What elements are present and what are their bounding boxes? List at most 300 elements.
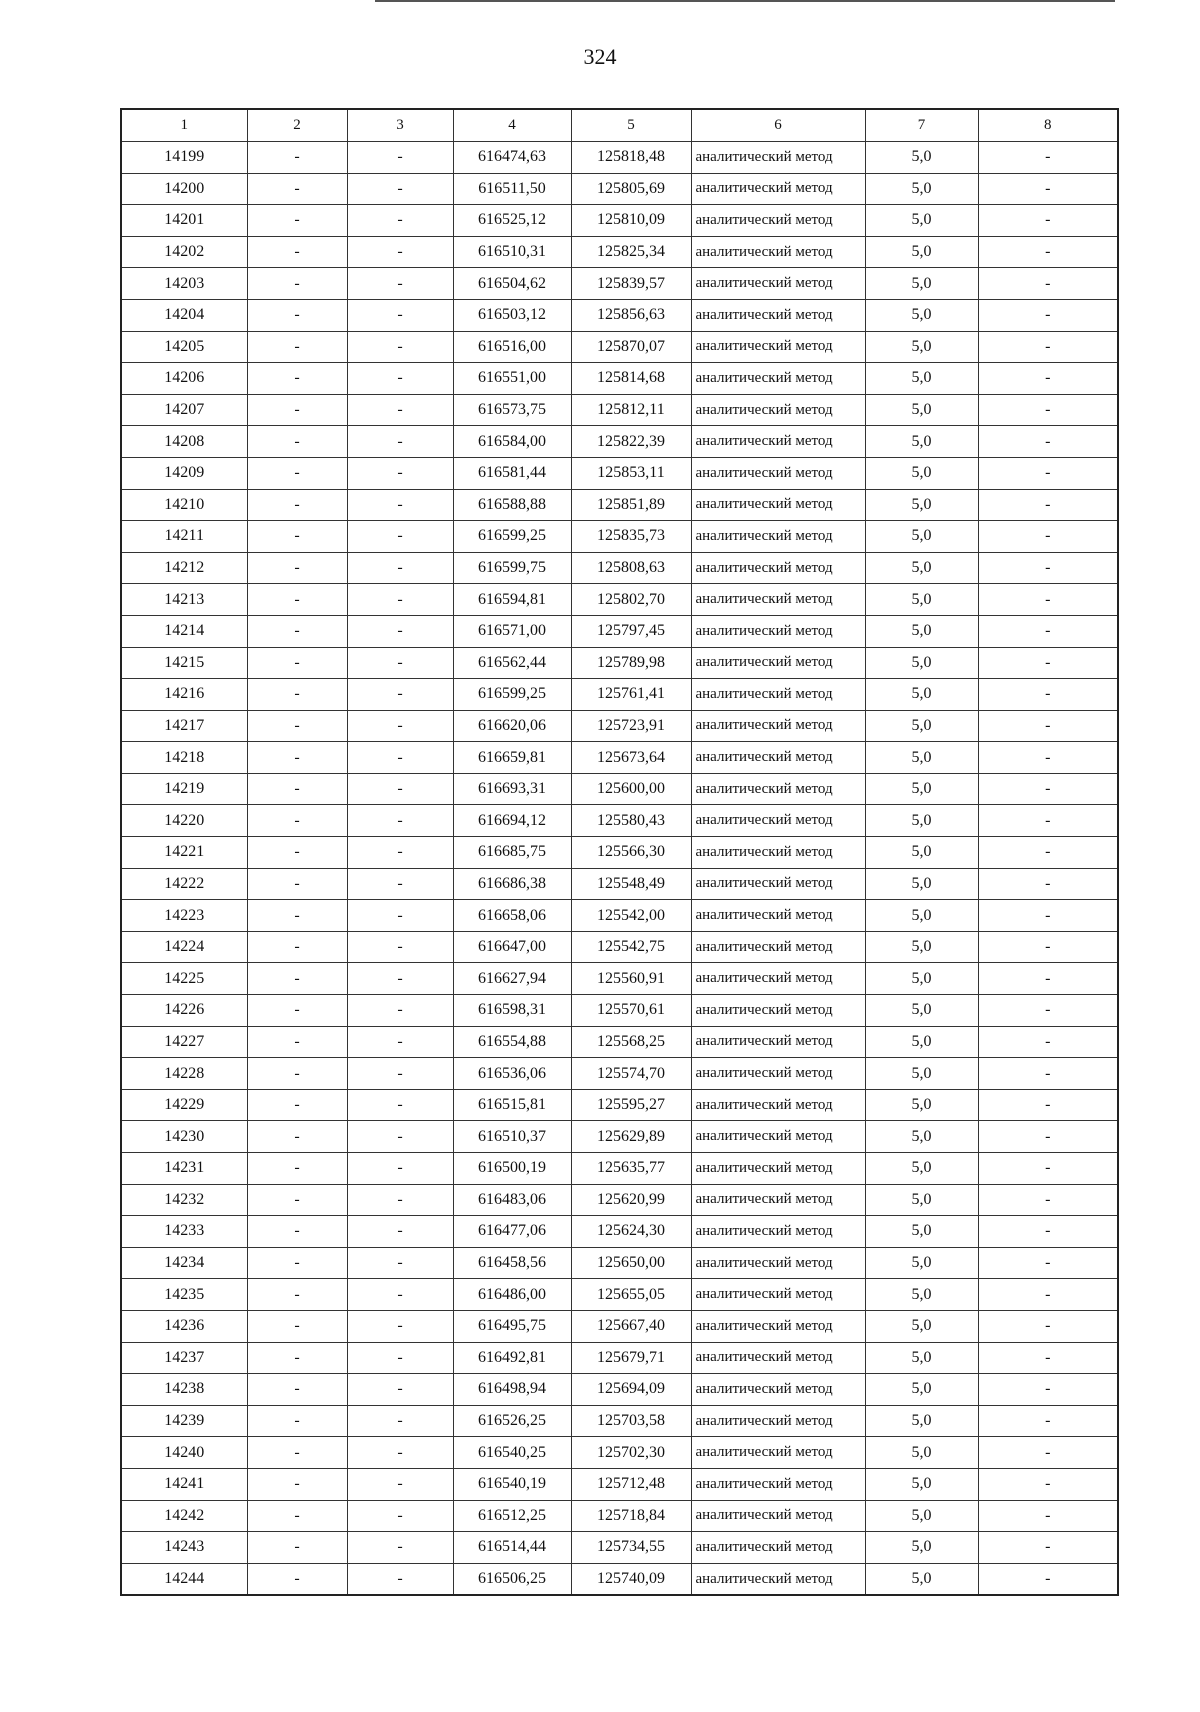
point-number-cell: 14241	[121, 1468, 247, 1500]
accuracy-cell: 5,0	[865, 742, 978, 774]
method-cell: аналитический метод	[691, 1216, 865, 1248]
col8-cell: -	[978, 426, 1118, 458]
accuracy-cell: 5,0	[865, 489, 978, 521]
col8-cell: -	[978, 584, 1118, 616]
x-coord-cell: 616486,00	[453, 1279, 571, 1311]
col3-cell: -	[347, 299, 453, 331]
method-cell: аналитический метод	[691, 742, 865, 774]
col3-cell: -	[347, 1058, 453, 1090]
x-coord-cell: 616514,44	[453, 1532, 571, 1564]
col2-cell: -	[247, 363, 347, 395]
col8-cell: -	[978, 1468, 1118, 1500]
y-coord-cell: 125600,00	[571, 773, 691, 805]
accuracy-cell: 5,0	[865, 521, 978, 553]
col3-cell: -	[347, 1405, 453, 1437]
col8-cell: -	[978, 1121, 1118, 1153]
col3-cell: -	[347, 963, 453, 995]
method-cell: аналитический метод	[691, 773, 865, 805]
accuracy-cell: 5,0	[865, 868, 978, 900]
method-cell: аналитический метод	[691, 394, 865, 426]
x-coord-cell: 616571,00	[453, 615, 571, 647]
table-row	[121, 1500, 1118, 1532]
y-coord-cell: 125835,73	[571, 521, 691, 553]
y-coord-cell: 125734,55	[571, 1532, 691, 1564]
method-cell: аналитический метод	[691, 1563, 865, 1595]
col3-cell: -	[347, 805, 453, 837]
y-coord-cell: 125856,63	[571, 299, 691, 331]
table-row	[121, 173, 1118, 205]
col3-cell: -	[347, 742, 453, 774]
col8-cell: -	[978, 1184, 1118, 1216]
col8-cell: -	[978, 1026, 1118, 1058]
x-coord-cell: 616540,19	[453, 1468, 571, 1500]
table-row	[121, 1121, 1118, 1153]
accuracy-cell: 5,0	[865, 615, 978, 647]
col2-cell: -	[247, 1247, 347, 1279]
col2-cell: -	[247, 1437, 347, 1469]
table-row	[121, 1279, 1118, 1311]
method-cell: аналитический метод	[691, 1468, 865, 1500]
x-coord-cell: 616540,25	[453, 1437, 571, 1469]
method-cell: аналитический метод	[691, 1374, 865, 1406]
col2-cell: -	[247, 1026, 347, 1058]
x-coord-cell: 616686,38	[453, 868, 571, 900]
point-number-cell: 14225	[121, 963, 247, 995]
accuracy-cell: 5,0	[865, 1468, 978, 1500]
accuracy-cell: 5,0	[865, 1026, 978, 1058]
col8-cell: -	[978, 1500, 1118, 1532]
x-coord-cell: 616588,88	[453, 489, 571, 521]
y-coord-cell: 125548,49	[571, 868, 691, 900]
col3-cell: -	[347, 1121, 453, 1153]
table-row	[121, 995, 1118, 1027]
method-cell: аналитический метод	[691, 1279, 865, 1311]
table-row	[121, 1216, 1118, 1248]
col2-cell: -	[247, 1468, 347, 1500]
point-number-cell: 14215	[121, 647, 247, 679]
x-coord-cell: 616498,94	[453, 1374, 571, 1406]
point-number-cell: 14207	[121, 394, 247, 426]
point-number-cell: 14238	[121, 1374, 247, 1406]
col3-cell: -	[347, 268, 453, 300]
col3-cell: -	[347, 900, 453, 932]
accuracy-cell: 5,0	[865, 1563, 978, 1595]
table-row	[121, 742, 1118, 774]
method-cell: аналитический метод	[691, 268, 865, 300]
y-coord-cell: 125595,27	[571, 1089, 691, 1121]
table-row	[121, 521, 1118, 553]
method-cell: аналитический метод	[691, 868, 865, 900]
accuracy-cell: 5,0	[865, 268, 978, 300]
col3-cell: -	[347, 1374, 453, 1406]
col3-cell: -	[347, 1563, 453, 1595]
col8-cell: -	[978, 1279, 1118, 1311]
x-coord-cell: 616627,94	[453, 963, 571, 995]
point-number-cell: 14242	[121, 1500, 247, 1532]
col3-cell: -	[347, 236, 453, 268]
method-cell: аналитический метод	[691, 931, 865, 963]
column-header: 4	[453, 109, 571, 142]
y-coord-cell: 125718,84	[571, 1500, 691, 1532]
point-number-cell: 14244	[121, 1563, 247, 1595]
method-cell: аналитический метод	[691, 363, 865, 395]
x-coord-cell: 616503,12	[453, 299, 571, 331]
x-coord-cell: 616516,00	[453, 331, 571, 363]
col8-cell: -	[978, 236, 1118, 268]
col2-cell: -	[247, 679, 347, 711]
y-coord-cell: 125620,99	[571, 1184, 691, 1216]
col8-cell: -	[978, 1374, 1118, 1406]
col2-cell: -	[247, 710, 347, 742]
table-row	[121, 1563, 1118, 1595]
x-coord-cell: 616506,25	[453, 1563, 571, 1595]
accuracy-cell: 5,0	[865, 1216, 978, 1248]
col2-cell: -	[247, 331, 347, 363]
col2-cell: -	[247, 837, 347, 869]
col2-cell: -	[247, 615, 347, 647]
col3-cell: -	[347, 489, 453, 521]
column-header: 1	[121, 109, 247, 142]
x-coord-cell: 616599,25	[453, 521, 571, 553]
col8-cell: -	[978, 489, 1118, 521]
col2-cell: -	[247, 1216, 347, 1248]
col8-cell: -	[978, 331, 1118, 363]
point-number-cell: 14202	[121, 236, 247, 268]
col8-cell: -	[978, 1089, 1118, 1121]
col2-cell: -	[247, 457, 347, 489]
y-coord-cell: 125825,34	[571, 236, 691, 268]
accuracy-cell: 5,0	[865, 394, 978, 426]
accuracy-cell: 5,0	[865, 1374, 978, 1406]
point-number-cell: 14237	[121, 1342, 247, 1374]
y-coord-cell: 125566,30	[571, 837, 691, 869]
col3-cell: -	[347, 1247, 453, 1279]
table-row	[121, 615, 1118, 647]
table-row	[121, 363, 1118, 395]
table-row	[121, 1026, 1118, 1058]
accuracy-cell: 5,0	[865, 457, 978, 489]
x-coord-cell: 616573,75	[453, 394, 571, 426]
table-row	[121, 1247, 1118, 1279]
x-coord-cell: 616525,12	[453, 205, 571, 237]
method-cell: аналитический метод	[691, 1405, 865, 1437]
col8-cell: -	[978, 521, 1118, 553]
col2-cell: -	[247, 1153, 347, 1185]
col8-cell: -	[978, 963, 1118, 995]
y-coord-cell: 125655,05	[571, 1279, 691, 1311]
point-number-cell: 14210	[121, 489, 247, 521]
y-coord-cell: 125810,09	[571, 205, 691, 237]
method-cell: аналитический метод	[691, 647, 865, 679]
x-coord-cell: 616551,00	[453, 363, 571, 395]
col2-cell: -	[247, 1405, 347, 1437]
col2-cell: -	[247, 521, 347, 553]
col8-cell: -	[978, 363, 1118, 395]
col8-cell: -	[978, 647, 1118, 679]
table-row	[121, 931, 1118, 963]
col2-cell: -	[247, 1342, 347, 1374]
accuracy-cell: 5,0	[865, 1437, 978, 1469]
table-row	[121, 1153, 1118, 1185]
accuracy-cell: 5,0	[865, 236, 978, 268]
method-cell: аналитический метод	[691, 1310, 865, 1342]
point-number-cell: 14240	[121, 1437, 247, 1469]
col8-cell: -	[978, 1532, 1118, 1564]
table-row	[121, 457, 1118, 489]
y-coord-cell: 125542,75	[571, 931, 691, 963]
col2-cell: -	[247, 299, 347, 331]
col3-cell: -	[347, 679, 453, 711]
point-number-cell: 14243	[121, 1532, 247, 1564]
col8-cell: -	[978, 710, 1118, 742]
method-cell: аналитический метод	[691, 995, 865, 1027]
accuracy-cell: 5,0	[865, 710, 978, 742]
col3-cell: -	[347, 142, 453, 174]
x-coord-cell: 616510,31	[453, 236, 571, 268]
y-coord-cell: 125761,41	[571, 679, 691, 711]
accuracy-cell: 5,0	[865, 805, 978, 837]
col3-cell: -	[347, 1216, 453, 1248]
y-coord-cell: 125814,68	[571, 363, 691, 395]
x-coord-cell: 616659,81	[453, 742, 571, 774]
accuracy-cell: 5,0	[865, 837, 978, 869]
x-coord-cell: 616599,25	[453, 679, 571, 711]
point-number-cell: 14208	[121, 426, 247, 458]
col3-cell: -	[347, 1310, 453, 1342]
point-number-cell: 14221	[121, 837, 247, 869]
x-coord-cell: 616562,44	[453, 647, 571, 679]
col2-cell: -	[247, 1532, 347, 1564]
col8-cell: -	[978, 679, 1118, 711]
x-coord-cell: 616495,75	[453, 1310, 571, 1342]
col8-cell: -	[978, 457, 1118, 489]
method-cell: аналитический метод	[691, 331, 865, 363]
col2-cell: -	[247, 268, 347, 300]
y-coord-cell: 125812,11	[571, 394, 691, 426]
col8-cell: -	[978, 1437, 1118, 1469]
col2-cell: -	[247, 1563, 347, 1595]
method-cell: аналитический метод	[691, 1058, 865, 1090]
col2-cell: -	[247, 394, 347, 426]
accuracy-cell: 5,0	[865, 1500, 978, 1532]
col2-cell: -	[247, 1279, 347, 1311]
col8-cell: -	[978, 615, 1118, 647]
col8-cell: -	[978, 995, 1118, 1027]
col2-cell: -	[247, 426, 347, 458]
y-coord-cell: 125723,91	[571, 710, 691, 742]
col3-cell: -	[347, 773, 453, 805]
col3-cell: -	[347, 1279, 453, 1311]
x-coord-cell: 616685,75	[453, 837, 571, 869]
top-rule	[375, 0, 1115, 2]
method-cell: аналитический метод	[691, 710, 865, 742]
x-coord-cell: 616647,00	[453, 931, 571, 963]
method-cell: аналитический метод	[691, 205, 865, 237]
y-coord-cell: 125822,39	[571, 426, 691, 458]
col8-cell: -	[978, 1058, 1118, 1090]
table-row	[121, 1405, 1118, 1437]
col2-cell: -	[247, 205, 347, 237]
table-row	[121, 1437, 1118, 1469]
point-number-cell: 14223	[121, 900, 247, 932]
method-cell: аналитический метод	[691, 1532, 865, 1564]
y-coord-cell: 125574,70	[571, 1058, 691, 1090]
accuracy-cell: 5,0	[865, 1279, 978, 1311]
accuracy-cell: 5,0	[865, 963, 978, 995]
method-cell: аналитический метод	[691, 1247, 865, 1279]
col8-cell: -	[978, 1216, 1118, 1248]
y-coord-cell: 125703,58	[571, 1405, 691, 1437]
accuracy-cell: 5,0	[865, 773, 978, 805]
x-coord-cell: 616526,25	[453, 1405, 571, 1437]
x-coord-cell: 616458,56	[453, 1247, 571, 1279]
method-cell: аналитический метод	[691, 1437, 865, 1469]
method-cell: аналитический метод	[691, 1026, 865, 1058]
y-coord-cell: 125853,11	[571, 457, 691, 489]
col3-cell: -	[347, 1437, 453, 1469]
col2-cell: -	[247, 236, 347, 268]
y-coord-cell: 125802,70	[571, 584, 691, 616]
y-coord-cell: 125667,40	[571, 1310, 691, 1342]
table-row	[121, 268, 1118, 300]
point-number-cell: 14218	[121, 742, 247, 774]
col8-cell: -	[978, 394, 1118, 426]
col3-cell: -	[347, 363, 453, 395]
method-cell: аналитический метод	[691, 142, 865, 174]
col2-cell: -	[247, 900, 347, 932]
x-coord-cell: 616511,50	[453, 173, 571, 205]
column-header: 3	[347, 109, 453, 142]
accuracy-cell: 5,0	[865, 1247, 978, 1279]
x-coord-cell: 616584,00	[453, 426, 571, 458]
accuracy-cell: 5,0	[865, 1184, 978, 1216]
col3-cell: -	[347, 1184, 453, 1216]
col8-cell: -	[978, 142, 1118, 174]
method-cell: аналитический метод	[691, 1153, 865, 1185]
col8-cell: -	[978, 1342, 1118, 1374]
col2-cell: -	[247, 647, 347, 679]
accuracy-cell: 5,0	[865, 142, 978, 174]
table-row	[121, 679, 1118, 711]
accuracy-cell: 5,0	[865, 584, 978, 616]
col2-cell: -	[247, 1184, 347, 1216]
y-coord-cell: 125805,69	[571, 173, 691, 205]
table-row	[121, 299, 1118, 331]
col3-cell: -	[347, 457, 453, 489]
x-coord-cell: 616477,06	[453, 1216, 571, 1248]
col3-cell: -	[347, 1089, 453, 1121]
table-row	[121, 773, 1118, 805]
x-coord-cell: 616536,06	[453, 1058, 571, 1090]
method-cell: аналитический метод	[691, 1184, 865, 1216]
col2-cell: -	[247, 1058, 347, 1090]
col8-cell: -	[978, 1153, 1118, 1185]
method-cell: аналитический метод	[691, 615, 865, 647]
col2-cell: -	[247, 1374, 347, 1406]
accuracy-cell: 5,0	[865, 1089, 978, 1121]
accuracy-cell: 5,0	[865, 931, 978, 963]
method-cell: аналитический метод	[691, 552, 865, 584]
x-coord-cell: 616620,06	[453, 710, 571, 742]
point-number-cell: 14222	[121, 868, 247, 900]
col3-cell: -	[347, 647, 453, 679]
point-number-cell: 14212	[121, 552, 247, 584]
method-cell: аналитический метод	[691, 1500, 865, 1532]
col3-cell: -	[347, 173, 453, 205]
col3-cell: -	[347, 1500, 453, 1532]
accuracy-cell: 5,0	[865, 173, 978, 205]
col3-cell: -	[347, 584, 453, 616]
x-coord-cell: 616554,88	[453, 1026, 571, 1058]
col3-cell: -	[347, 394, 453, 426]
y-coord-cell: 125740,09	[571, 1563, 691, 1595]
y-coord-cell: 125789,98	[571, 647, 691, 679]
table-row	[121, 1468, 1118, 1500]
y-coord-cell: 125797,45	[571, 615, 691, 647]
col3-cell: -	[347, 1468, 453, 1500]
col3-cell: -	[347, 837, 453, 869]
point-number-cell: 14235	[121, 1279, 247, 1311]
col3-cell: -	[347, 868, 453, 900]
table-row	[121, 837, 1118, 869]
col3-cell: -	[347, 331, 453, 363]
column-header: 5	[571, 109, 691, 142]
col3-cell: -	[347, 552, 453, 584]
table-row	[121, 236, 1118, 268]
method-cell: аналитический метод	[691, 489, 865, 521]
accuracy-cell: 5,0	[865, 205, 978, 237]
method-cell: аналитический метод	[691, 1089, 865, 1121]
col8-cell: -	[978, 1405, 1118, 1437]
x-coord-cell: 616483,06	[453, 1184, 571, 1216]
x-coord-cell: 616500,19	[453, 1153, 571, 1185]
y-coord-cell: 125839,57	[571, 268, 691, 300]
method-cell: аналитический метод	[691, 837, 865, 869]
col2-cell: -	[247, 931, 347, 963]
x-coord-cell: 616515,81	[453, 1089, 571, 1121]
accuracy-cell: 5,0	[865, 426, 978, 458]
accuracy-cell: 5,0	[865, 647, 978, 679]
column-header: 2	[247, 109, 347, 142]
col2-cell: -	[247, 552, 347, 584]
col3-cell: -	[347, 615, 453, 647]
method-cell: аналитический метод	[691, 1342, 865, 1374]
x-coord-cell: 616599,75	[453, 552, 571, 584]
table-row	[121, 1342, 1118, 1374]
point-number-cell: 14229	[121, 1089, 247, 1121]
accuracy-cell: 5,0	[865, 679, 978, 711]
col2-cell: -	[247, 173, 347, 205]
col2-cell: -	[247, 1089, 347, 1121]
col8-cell: -	[978, 868, 1118, 900]
table-row	[121, 142, 1118, 174]
method-cell: аналитический метод	[691, 426, 865, 458]
page-number: 324	[583, 44, 617, 69]
col2-cell: -	[247, 805, 347, 837]
accuracy-cell: 5,0	[865, 363, 978, 395]
col3-cell: -	[347, 931, 453, 963]
method-cell: аналитический метод	[691, 584, 865, 616]
col3-cell: -	[347, 205, 453, 237]
col8-cell: -	[978, 805, 1118, 837]
table-row	[121, 489, 1118, 521]
point-number-cell: 14205	[121, 331, 247, 363]
table-body	[121, 142, 1118, 1596]
x-coord-cell: 616598,31	[453, 995, 571, 1027]
table-row	[121, 1532, 1118, 1564]
coordinates-table	[120, 108, 1119, 1596]
point-number-cell: 14231	[121, 1153, 247, 1185]
